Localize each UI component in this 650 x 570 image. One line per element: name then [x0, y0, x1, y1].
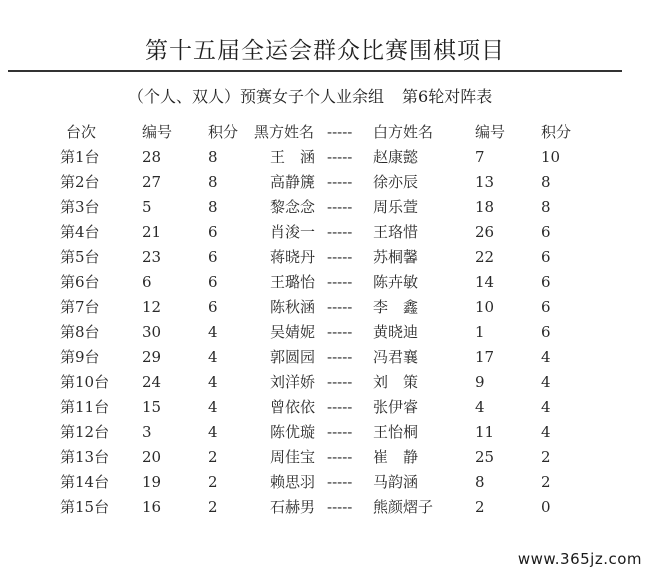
white-score-cell: 8: [541, 198, 551, 216]
black-name-cell: 王 涵: [270, 148, 316, 166]
pairing-table: [0, 120, 650, 520]
white-score-cell: 6: [541, 248, 551, 266]
vs-cell: -----: [327, 448, 353, 466]
board-cell: 第8台: [60, 323, 100, 341]
white-name-cell: 王怡桐: [373, 423, 419, 441]
table-row: [0, 245, 650, 270]
black-name-cell: 陈秋涵: [270, 298, 316, 316]
header-black-name: 黑方姓名: [254, 123, 315, 141]
black-name-cell: 蒋晓丹: [270, 248, 316, 266]
white-score-cell: 6: [541, 223, 551, 241]
white-number-cell: 9: [475, 373, 485, 391]
black-number-cell: 19: [142, 473, 162, 491]
black-number-cell: 16: [142, 498, 162, 516]
white-name-cell: 马韵涵: [373, 473, 419, 491]
table-row: [0, 170, 650, 195]
black-number-cell: 3: [142, 423, 152, 441]
white-number-cell: 4: [475, 398, 485, 416]
black-score-cell: 4: [208, 373, 218, 391]
header-white-score: 积分: [541, 123, 572, 141]
board-cell: 第13台: [60, 448, 110, 466]
table-row: [0, 220, 650, 245]
white-name-cell: 熊颜熠子: [373, 498, 434, 516]
black-score-cell: 2: [208, 473, 218, 491]
table-row: [0, 345, 650, 370]
black-name-cell: 赖思羽: [270, 473, 316, 491]
black-score-cell: 4: [208, 323, 218, 341]
black-number-cell: 12: [142, 298, 162, 316]
board-cell: 第12台: [60, 423, 110, 441]
black-score-cell: 8: [208, 148, 218, 166]
white-number-cell: 7: [475, 148, 485, 166]
black-name-cell: 黎念念: [270, 198, 316, 216]
table-row: [0, 195, 650, 220]
black-name-cell: 周佳宝: [270, 448, 316, 466]
white-name-cell: 李 鑫: [373, 298, 419, 316]
black-name-cell: 郭圆园: [270, 348, 316, 366]
table-row: [0, 470, 650, 495]
vs-cell: -----: [327, 373, 353, 391]
board-cell: 第1台: [60, 148, 100, 166]
board-cell: 第9台: [60, 348, 100, 366]
vs-cell: -----: [327, 223, 353, 241]
black-score-cell: 4: [208, 423, 218, 441]
black-name-cell: 吴婧妮: [270, 323, 316, 341]
header-black-number: 编号: [142, 123, 173, 141]
black-number-cell: 24: [142, 373, 162, 391]
vs-cell: -----: [327, 423, 353, 441]
title-divider: [8, 70, 622, 72]
table-body: [0, 145, 650, 520]
white-number-cell: 13: [475, 173, 495, 191]
black-score-cell: 8: [208, 173, 218, 191]
black-score-cell: 6: [208, 298, 218, 316]
white-name-cell: 赵康懿: [373, 148, 419, 166]
white-number-cell: 26: [475, 223, 495, 241]
black-number-cell: 15: [142, 398, 162, 416]
board-cell: 第11台: [60, 398, 110, 416]
black-number-cell: 29: [142, 348, 162, 366]
table-row: [0, 270, 650, 295]
black-number-cell: 5: [142, 198, 152, 216]
white-score-cell: 8: [541, 173, 551, 191]
board-cell: 第6台: [60, 273, 100, 291]
table-row: [0, 420, 650, 445]
white-name-cell: 黄晓迪: [373, 323, 419, 341]
vs-cell: -----: [327, 173, 353, 191]
document-subtitle: [128, 84, 492, 107]
board-cell: 第15台: [60, 498, 110, 516]
table-row: [0, 295, 650, 320]
black-score-cell: 4: [208, 348, 218, 366]
subtitle-round: 第6轮对阵表: [402, 87, 493, 106]
document-title: 第十五届全运会群众比赛围棋项目: [145, 38, 505, 64]
white-name-cell: 崔 静: [373, 448, 419, 466]
vs-cell: -----: [327, 498, 353, 516]
white-number-cell: 17: [475, 348, 495, 366]
black-number-cell: 28: [142, 148, 162, 166]
vs-cell: -----: [327, 398, 353, 416]
vs-cell: -----: [327, 198, 353, 216]
header-vs: -----: [327, 123, 353, 141]
vs-cell: -----: [327, 248, 353, 266]
black-number-cell: 21: [142, 223, 162, 241]
white-number-cell: 1: [475, 323, 485, 341]
black-number-cell: 20: [142, 448, 162, 466]
black-score-cell: 4: [208, 398, 218, 416]
white-score-cell: 6: [541, 273, 551, 291]
white-name-cell: 张伊睿: [373, 398, 419, 416]
black-name-cell: 肖浚一: [270, 223, 316, 241]
board-cell: 第2台: [60, 173, 100, 191]
board-cell: 第4台: [60, 223, 100, 241]
site-watermark: www.365jz.com: [517, 550, 642, 568]
white-name-cell: 周乐萱: [373, 198, 419, 216]
white-score-cell: 0: [541, 498, 551, 516]
black-number-cell: 23: [142, 248, 162, 266]
black-number-cell: 6: [142, 273, 152, 291]
board-cell: 第5台: [60, 248, 100, 266]
black-name-cell: 高静篪: [270, 173, 316, 191]
board-cell: 第14台: [60, 473, 110, 491]
table-row: [0, 445, 650, 470]
white-score-cell: 4: [541, 373, 551, 391]
black-name-cell: 王璐怡: [270, 273, 316, 291]
header-white-number: 编号: [475, 123, 506, 141]
vs-cell: -----: [327, 298, 353, 316]
white-score-cell: 4: [541, 423, 551, 441]
black-name-cell: 陈优璇: [270, 423, 316, 441]
black-score-cell: 8: [208, 198, 218, 216]
board-cell: 第10台: [60, 373, 110, 391]
board-cell: 第7台: [60, 298, 100, 316]
black-name-cell: 石赫男: [270, 498, 316, 516]
board-cell: 第3台: [60, 198, 100, 216]
table-row: [0, 395, 650, 420]
white-number-cell: 22: [475, 248, 495, 266]
white-number-cell: 8: [475, 473, 485, 491]
table-row: [0, 495, 650, 520]
white-number-cell: 10: [475, 298, 495, 316]
white-score-cell: 6: [541, 323, 551, 341]
white-name-cell: 刘 策: [373, 373, 419, 391]
table-header-row: [0, 120, 650, 145]
black-score-cell: 6: [208, 223, 218, 241]
white-number-cell: 14: [475, 273, 495, 291]
black-score-cell: 6: [208, 248, 218, 266]
white-number-cell: 11: [475, 423, 495, 441]
vs-cell: -----: [327, 473, 353, 491]
black-score-cell: 2: [208, 448, 218, 466]
white-name-cell: 陈卉敏: [373, 273, 419, 291]
table-row: [0, 320, 650, 345]
white-name-cell: 徐亦辰: [373, 173, 419, 191]
header-board: 台次: [66, 123, 97, 141]
vs-cell: -----: [327, 273, 353, 291]
table-row: [0, 145, 650, 170]
table-row: [0, 370, 650, 395]
vs-cell: -----: [327, 148, 353, 166]
white-number-cell: 2: [475, 498, 485, 516]
black-name-cell: 刘洋娇: [270, 373, 316, 391]
white-score-cell: 6: [541, 298, 551, 316]
white-name-cell: 王珞惜: [373, 223, 419, 241]
white-score-cell: 4: [541, 348, 551, 366]
black-score-cell: 6: [208, 273, 218, 291]
white-score-cell: 10: [541, 148, 561, 166]
white-score-cell: 2: [541, 473, 551, 491]
header-black-score: 积分: [208, 123, 239, 141]
black-number-cell: 27: [142, 173, 162, 191]
header-white-name: 白方姓名: [373, 123, 434, 141]
white-score-cell: 4: [541, 398, 551, 416]
black-number-cell: 30: [142, 323, 162, 341]
white-name-cell: 冯君襄: [373, 348, 419, 366]
white-score-cell: 2: [541, 448, 551, 466]
white-number-cell: 25: [475, 448, 495, 466]
black-score-cell: 2: [208, 498, 218, 516]
vs-cell: -----: [327, 323, 353, 341]
black-name-cell: 曾依依: [270, 398, 316, 416]
vs-cell: -----: [327, 348, 353, 366]
white-name-cell: 苏桐馨: [373, 248, 419, 266]
white-number-cell: 18: [475, 198, 495, 216]
subtitle-group: （个人、双人）预赛女子个人业余组: [128, 87, 385, 106]
